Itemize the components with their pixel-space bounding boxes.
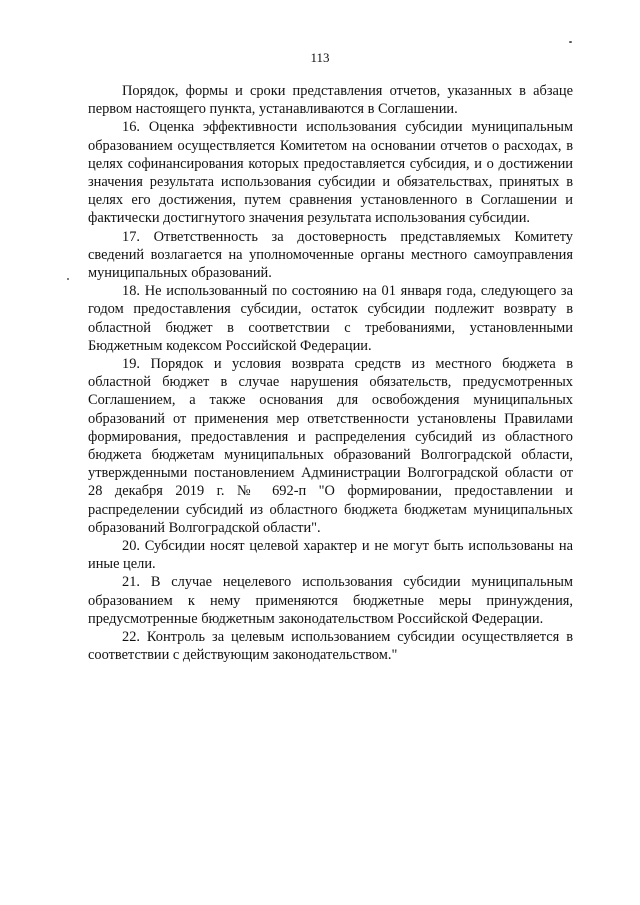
paragraph: Порядок, формы и сроки представления отчетов, указанных в абзаце первом настоящего пункта, устанавливаются в Соглашении. xyxy=(88,83,573,118)
paragraph-16: 16. Оценка эффективности использования субсидии муниципальным образованием осуществляется Комитетом на основании отчетов о расходах, в целях софинансирования которых предоставляется субсидия, и о достижении значения результата использования субсидии и обязательствах, принятых в целях его достижения, путем сравнения установленного в Соглашении и фактически достигнутого значения результата использования субсидии. xyxy=(88,119,573,227)
paragraph-22: 22. Контроль за целевым использованием субсидии осуществляется в соответствии с действующим законодательством." xyxy=(88,629,573,664)
paragraph-21: 21. В случае нецелевого использования субсидии муниципальным образованием к нему применяются бюджетные меры принуждения, предусмотренные бюджетным законодательством Российской Федерации. xyxy=(88,574,573,627)
scan-mark xyxy=(569,41,572,43)
document-body xyxy=(88,82,573,665)
scan-mark xyxy=(67,278,69,280)
paragraph-17: 17. Ответственность за достоверность представляемых Комитету сведений возлагается на уполномоченные органы местного самоуправления муниципальных образований. xyxy=(88,228,573,282)
paragraph-20: 20. Субсидии носят целевой характер и не могут быть использованы на иные цели. xyxy=(88,538,573,573)
paragraph-19: 19. Порядок и условия возврата средств из местного бюджета в областной бюджет в случае нарушения обязательств, предусмотренных Соглашением, а также основания для освобождения муниципальных образований от применения мер ответственности установлены Правилами формирования, предоставления и распределения субсидий из областного бюджета бюджетам муниципальных образований Волгоградской области, утвержденными постановлением Администрации Волгоградской области от 28 декабря 2019 г. № 692-п "О формировании, предоставлении и распределении субсидий из областного бюджета бюджетам муниципальных образований Волгоградской области". xyxy=(88,356,573,536)
page-number: 113 xyxy=(310,50,330,65)
paragraph-18: 18. Не использованный по состоянию на 01 января года, следующего за годом предоставления субсидии, остаток субсидии подлежит возврату в областной бюджет в соответствии с требованиями, установленными Бюджетным кодексом Российской Федерации. xyxy=(88,283,573,354)
